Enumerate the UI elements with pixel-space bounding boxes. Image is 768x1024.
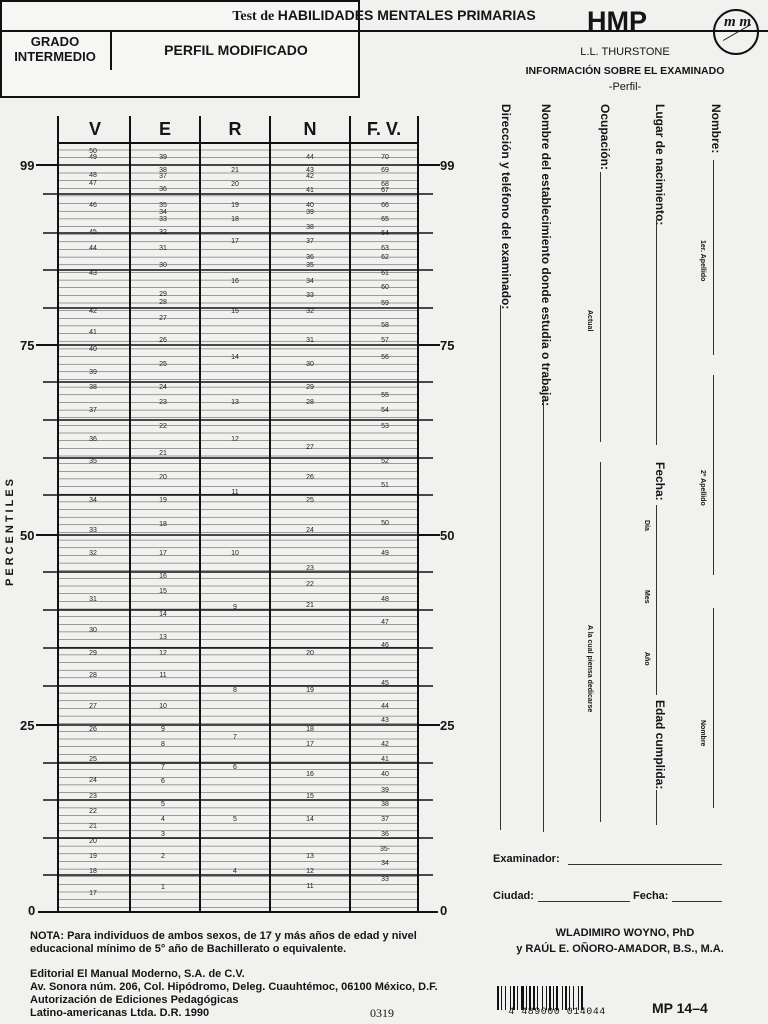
field-lugar-label: Lugar de nacimiento:	[653, 104, 667, 226]
score-label-fv: 70	[381, 154, 389, 161]
field-nombre-line3[interactable]	[713, 608, 714, 808]
apellido1-label: 1er. Apellido	[699, 240, 706, 282]
authors-line2: y RAÚL E. OÑORO-AMADOR, B.S., M.A.	[516, 943, 724, 955]
score-label-r: 14	[231, 354, 239, 361]
score-label-v: 40	[89, 346, 97, 353]
field-fecha-line[interactable]	[656, 505, 657, 695]
score-label-e: 29	[159, 291, 167, 298]
score-label-v: 45	[89, 229, 97, 236]
score-label-n: 19	[306, 687, 314, 694]
score-label-fv: 65	[381, 216, 389, 223]
score-label-e: 26	[159, 337, 167, 344]
score-label-n: 11	[306, 883, 314, 890]
score-label-n: 28	[306, 399, 314, 406]
fecha2-label: Fecha:	[633, 890, 669, 902]
score-label-n: 21	[306, 602, 314, 609]
column-header-fv: F. V.	[366, 119, 402, 139]
field-nombre-line2[interactable]	[713, 375, 714, 575]
test-title-main: HABILIDADES MENTALES PRIMARIAS	[277, 7, 536, 23]
ciudad-label: Ciudad:	[493, 890, 534, 902]
score-label-e: 21	[159, 450, 167, 457]
score-label-v: 20	[89, 838, 97, 845]
score-label-r: 21	[231, 167, 239, 174]
score-label-v: 35	[89, 458, 97, 465]
scale-right-50: 50	[440, 528, 455, 543]
score-label-e: 35	[159, 202, 167, 209]
score-label-n: 30	[306, 361, 314, 368]
score-label-e: 6	[161, 778, 165, 785]
field-lugar-line[interactable]	[656, 220, 657, 445]
score-label-n: 25	[306, 497, 314, 504]
score-label-e: 19	[159, 497, 167, 504]
score-label-v: 25	[89, 756, 97, 763]
test-title-prefix: Test de	[232, 9, 275, 24]
score-label-r: 16	[231, 278, 239, 285]
score-label-r: 11	[231, 489, 239, 496]
score-label-e: 30	[159, 262, 167, 269]
score-label-e: 37	[159, 173, 167, 180]
fecha2-line[interactable]	[672, 901, 722, 902]
score-label-v: 29	[89, 650, 97, 657]
score-label-v: 31	[89, 596, 97, 603]
scale-left-99: 99	[20, 158, 35, 173]
grado-line2: INTERMEDIO	[14, 49, 96, 64]
authors-line1: WLADIMIRO WOYNO, PhD	[555, 927, 695, 939]
ciudad-line[interactable]	[538, 901, 630, 902]
score-label-e: 23	[159, 399, 167, 406]
score-label-e: 9	[161, 726, 165, 733]
scale-left-75: 75	[20, 338, 35, 353]
score-label-r: 20	[231, 181, 239, 188]
scale-right-99: 99	[440, 158, 455, 173]
publisher-line3: Autorización de Ediciones Pedagógicas	[30, 994, 239, 1006]
scale-right-25: 25	[440, 718, 455, 733]
score-label-fv: 53	[381, 423, 389, 430]
score-label-v: 49	[89, 154, 97, 161]
score-label-n: 31	[306, 337, 314, 344]
score-label-e: 15	[159, 588, 167, 595]
section-title: INFORMACIÓN SOBRE EL EXAMINADO	[525, 65, 725, 77]
score-label-v: 27	[89, 703, 97, 710]
field-direccion-line[interactable]	[500, 305, 501, 830]
score-label-fv: 52	[381, 458, 389, 465]
column-header-e: E	[158, 119, 171, 139]
score-label-n: 13	[306, 853, 314, 860]
score-label-n: 42	[306, 173, 314, 180]
ano-label: Año	[643, 652, 650, 666]
score-label-fv: 33	[381, 876, 389, 883]
scale-left-25: 25	[20, 718, 35, 733]
score-label-fv: 35-	[379, 846, 391, 853]
score-label-v: 41	[89, 329, 97, 336]
score-label-e: 11	[159, 672, 167, 679]
field-edad-line[interactable]	[656, 790, 657, 825]
score-label-e: 16	[159, 573, 167, 580]
field-edad-label: Edad cumplida:	[653, 700, 667, 790]
score-label-n: 44	[306, 154, 314, 161]
column-header-n: N	[303, 119, 317, 139]
score-label-v: 19	[89, 853, 97, 860]
score-label-e: 12	[159, 650, 167, 657]
score-label-fv: 68	[381, 181, 389, 188]
score-label-e: 38	[159, 167, 167, 174]
score-label-e: 22	[159, 423, 167, 430]
publisher-line4: Latino-americanas Ltda. D.R. 1990	[30, 1007, 210, 1019]
score-label-n: 24	[306, 527, 314, 534]
score-label-n: 14	[306, 816, 314, 823]
dia-label: Día	[643, 520, 650, 531]
score-label-n: 23	[306, 565, 314, 572]
score-label-v: 39	[89, 369, 97, 376]
score-label-n: 20	[306, 650, 314, 657]
field-establecimiento-line[interactable]	[543, 400, 544, 832]
score-label-fv: 61	[381, 270, 389, 277]
column-header-v: V	[88, 119, 101, 139]
score-label-fv: 63	[381, 245, 389, 252]
percentiles-axis-label: PERCENTILES	[4, 475, 16, 586]
score-label-r: 9	[233, 604, 237, 611]
score-label-v: 44	[89, 245, 97, 252]
score-label-fv: 51	[381, 482, 389, 489]
scale-left-0: 0	[28, 903, 36, 918]
score-label-e: 2	[161, 853, 165, 860]
score-label-n: 15	[306, 793, 314, 800]
score-label-e: 8	[161, 741, 165, 748]
score-label-n: 18	[306, 726, 314, 733]
score-label-n: 32	[306, 308, 314, 315]
apellido2-label: 2º Apellido	[699, 470, 706, 506]
score-label-e: 28	[159, 299, 167, 306]
score-label-fv: 58	[381, 322, 389, 329]
score-label-v: 37	[89, 407, 97, 414]
score-label-fv: 44	[381, 703, 389, 710]
score-label-v: 26	[89, 726, 97, 733]
score-label-e: 10	[159, 703, 167, 710]
publisher-line2: Av. Sonora núm. 206, Col. Hipódromo, Deleg. Cuauhtémoc, 06100 México, D.F.	[30, 981, 438, 993]
score-label-fv: 34	[381, 860, 389, 867]
score-label-fv: 50	[381, 520, 389, 527]
score-label-n: 41	[306, 187, 314, 194]
score-label-e: 18	[159, 521, 167, 528]
score-label-e: 27	[159, 315, 167, 322]
score-label-v: 50	[89, 148, 97, 155]
score-label-v: 22	[89, 808, 97, 815]
form-code: MP 14–4	[652, 1000, 708, 1016]
score-label-n: 17	[306, 741, 314, 748]
score-label-e: 32	[159, 229, 167, 236]
score-label-n: 39	[306, 209, 314, 216]
barcode-number: 4 489000 014044	[508, 1007, 606, 1018]
grado-line1: GRADO	[30, 34, 80, 49]
score-label-e: 5	[161, 801, 165, 808]
score-label-fv: 60	[381, 284, 389, 291]
score-label-e: 33	[159, 216, 167, 223]
score-label-v: 28	[89, 672, 97, 679]
score-label-v: 43	[89, 270, 97, 277]
score-label-fv: 45	[381, 680, 389, 687]
score-label-fv: 37	[381, 816, 389, 823]
score-label-n: 34	[306, 278, 314, 285]
examinador-label: Examinador:	[493, 853, 560, 865]
score-label-v: 48	[89, 172, 97, 179]
score-label-fv: 49	[381, 550, 389, 557]
score-label-r: 5	[233, 816, 237, 823]
field-ocupacion-actual-line[interactable]	[600, 172, 601, 442]
score-label-n: 43	[306, 167, 314, 174]
score-label-e: 4	[161, 816, 165, 823]
score-label-e: 36	[159, 186, 167, 193]
score-label-e: 39	[159, 154, 167, 161]
field-nombre-line1[interactable]	[713, 160, 714, 355]
score-label-n: 35	[306, 262, 314, 269]
column-header-r: R	[228, 119, 242, 139]
scale-right-75: 75	[440, 338, 455, 353]
score-label-r: 10	[231, 550, 239, 557]
score-label-r: 8	[233, 687, 237, 694]
scale-right-0: 0	[440, 903, 448, 918]
score-label-fv: 69	[381, 167, 389, 174]
score-label-n: 26	[306, 474, 314, 481]
score-label-fv: 55	[381, 392, 389, 399]
score-label-fv: 38	[381, 801, 389, 808]
score-label-fv: 67	[381, 187, 389, 194]
score-label-e: 1	[161, 884, 165, 891]
score-label-v: 24	[89, 777, 97, 784]
score-label-fv: 59	[381, 300, 389, 307]
score-label-r: 18	[231, 216, 239, 223]
score-label-v: 47	[89, 180, 97, 187]
score-label-fv: 43	[381, 717, 389, 724]
score-label-e: 34	[159, 209, 167, 216]
publisher-line1: Editorial El Manual Moderno, S.A. de C.V.	[30, 968, 245, 980]
field-nombre-label: Nombre:	[709, 104, 723, 154]
score-label-fv: 47	[381, 619, 389, 626]
scale-left-50: 50	[20, 528, 35, 543]
score-label-v: 18	[89, 868, 97, 875]
score-label-fv: 40	[381, 771, 389, 778]
score-label-n: 22	[306, 581, 314, 588]
score-label-fv: 36	[381, 831, 389, 838]
score-label-fv: 54	[381, 407, 389, 414]
score-label-fv: 56	[381, 354, 389, 361]
score-label-n: 40	[306, 202, 314, 209]
score-label-r: 13	[231, 399, 239, 406]
score-label-fv: 42	[381, 741, 389, 748]
score-label-e: 13	[159, 634, 167, 641]
score-label-n: 33	[306, 292, 314, 299]
examinador-line[interactable]	[568, 864, 722, 865]
score-label-r: 12	[231, 436, 239, 443]
field-direccion-label: Dirección y teléfono del examinado:	[499, 104, 513, 310]
score-label-v: 38	[89, 384, 97, 391]
mes-label: Mes	[643, 590, 650, 604]
score-label-v: 23	[89, 793, 97, 800]
score-label-r: 17	[231, 238, 239, 245]
score-label-v: 33	[89, 527, 97, 534]
score-label-v: 17	[89, 890, 97, 897]
perfil-modificado-label: PERFIL MODIFICADO	[164, 42, 308, 58]
field-establecimiento-label: Nombre del establecimiento donde estudia o trabaja:	[539, 104, 553, 407]
score-label-n: 27	[306, 444, 314, 451]
score-label-r: 19	[231, 202, 239, 209]
score-label-v: 36	[89, 436, 97, 443]
score-label-r: 7	[233, 734, 237, 741]
score-label-e: 14	[159, 611, 167, 618]
score-label-fv: 66	[381, 202, 389, 209]
score-label-r: 4	[233, 868, 237, 875]
score-label-fv: 48	[381, 596, 389, 603]
field-ocupacion-dedicarse-line[interactable]	[600, 462, 601, 822]
score-label-e: 24	[159, 384, 167, 391]
score-label-fv: 39	[381, 787, 389, 794]
hmp-title: HMP	[587, 6, 647, 36]
score-label-r: 6	[233, 764, 237, 771]
score-label-e: 25	[159, 361, 167, 368]
score-label-n: 38	[306, 224, 314, 231]
score-label-v: 42	[89, 308, 97, 315]
score-label-n: 16	[306, 771, 314, 778]
score-label-v: 21	[89, 823, 97, 830]
field-fecha-label: Fecha:	[653, 462, 667, 501]
score-label-e: 31	[159, 245, 167, 252]
score-label-v: 32	[89, 550, 97, 557]
score-label-fv: 46	[381, 642, 389, 649]
score-label-v: 34	[89, 497, 97, 504]
dedicarse-label: A la cual piensa dedicarse	[586, 625, 593, 713]
note-line2: educacional mínimo de 5° año de Bachillerato o equivalente.	[30, 943, 347, 955]
nombre-small-label: Nombre	[699, 720, 706, 747]
score-label-n: 29	[306, 384, 314, 391]
actual-label: Actual	[586, 310, 593, 332]
score-label-e: 3	[161, 831, 165, 838]
form-number: 0319	[370, 1006, 394, 1020]
score-label-fv: 57	[381, 337, 389, 344]
logo-text: m m	[724, 14, 752, 30]
score-label-v: 30	[89, 627, 97, 634]
score-label-r: 15	[231, 308, 239, 315]
score-label-n: 12	[306, 868, 314, 875]
author-name: L.L. THURSTONE	[580, 46, 670, 58]
perfil-subtitle: -Perfil-	[608, 81, 642, 93]
score-label-e: 7	[161, 764, 165, 771]
score-label-e: 17	[159, 550, 167, 557]
score-label-v: 46	[89, 202, 97, 209]
score-label-n: 37	[306, 238, 314, 245]
note-line1: NOTA: Para individuos de ambos sexos, de 17 y más años de edad y nivel	[30, 930, 417, 942]
score-label-fv: 62	[381, 254, 389, 261]
score-label-fv: 64	[381, 230, 389, 237]
field-ocupacion-label: Ocupación:	[598, 104, 612, 171]
score-label-fv: 41	[381, 756, 389, 763]
score-label-n: 36	[306, 254, 314, 261]
score-label-e: 20	[159, 474, 167, 481]
